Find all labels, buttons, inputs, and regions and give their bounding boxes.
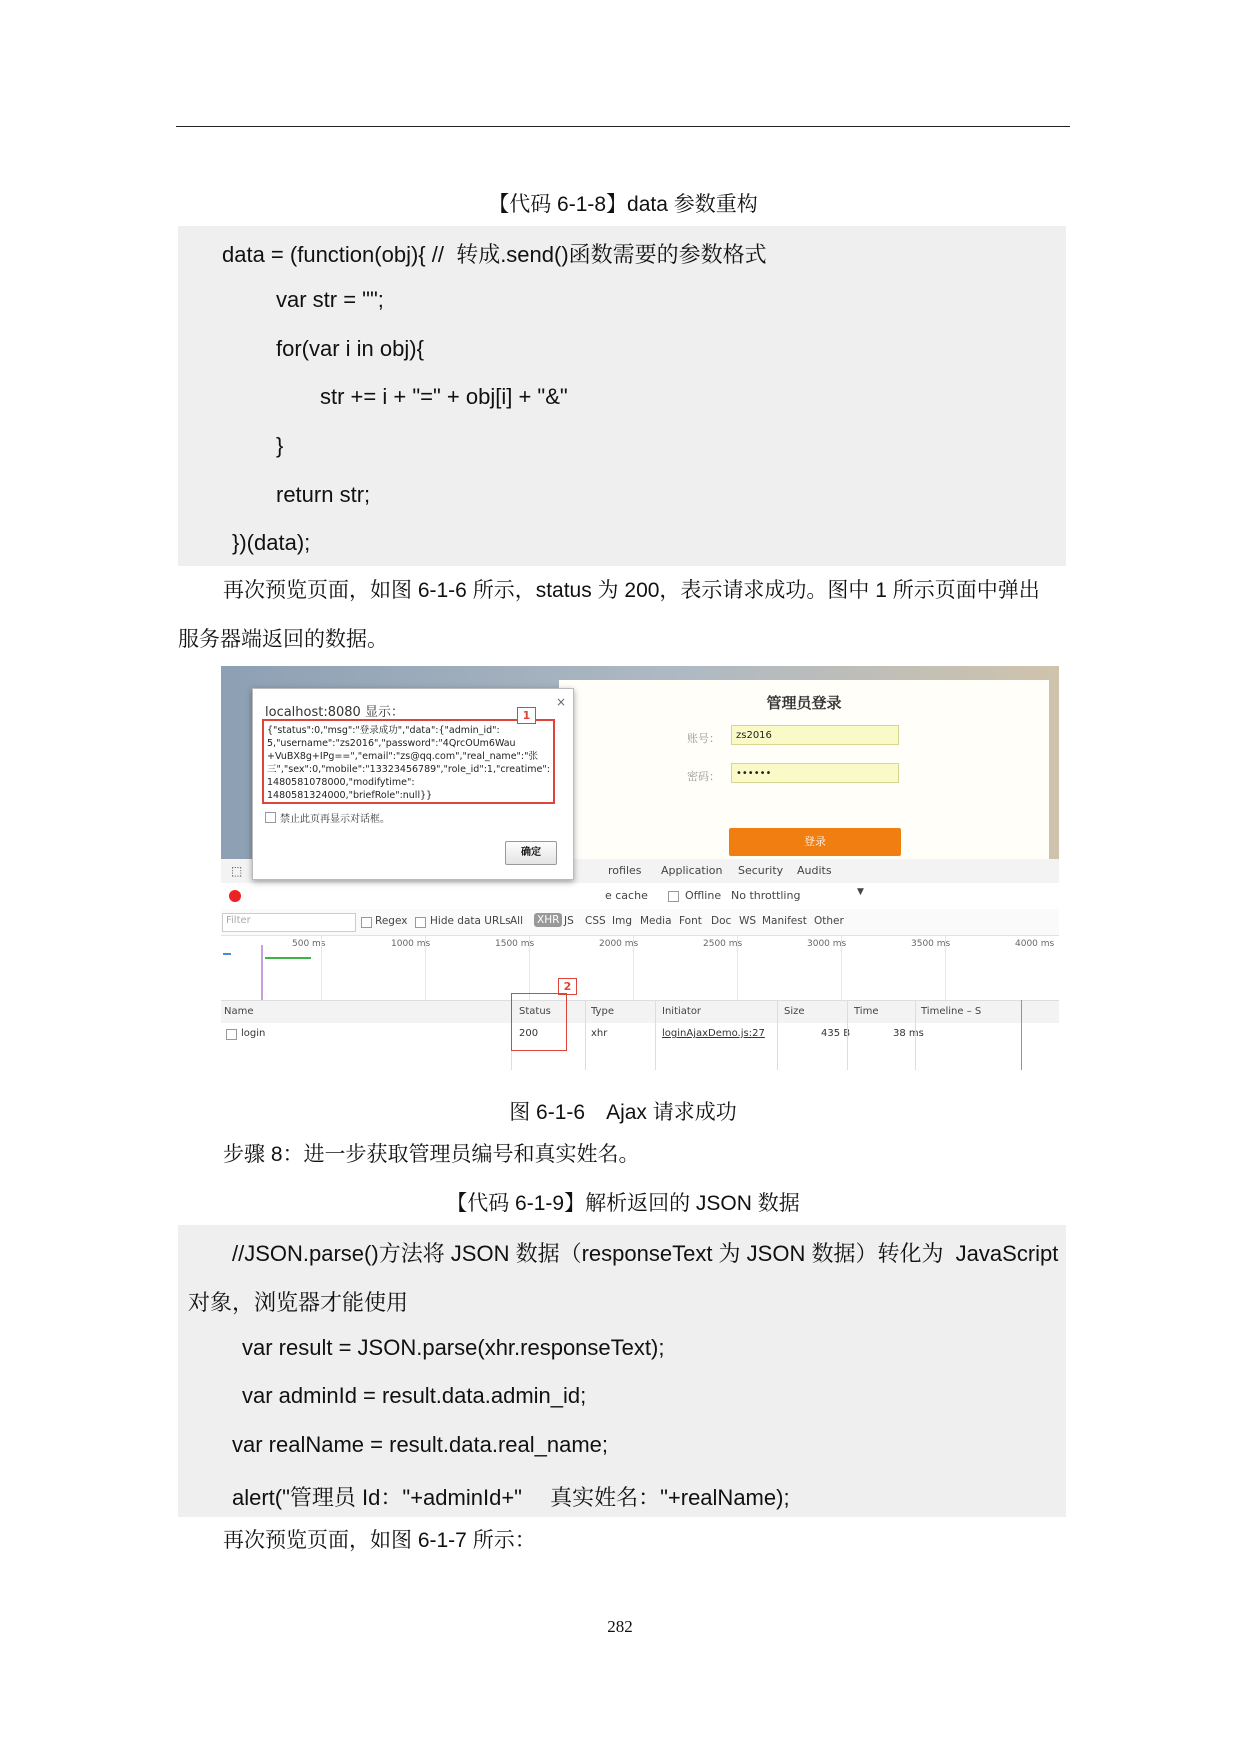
column-header[interactable]: Timeline – S: [921, 1006, 982, 1017]
code-block-6-1-8: [178, 226, 1066, 566]
column-divider: [585, 1000, 586, 1070]
column-divider: [915, 1000, 916, 1070]
filter-placeholder: Filter: [226, 915, 251, 926]
figure-caption: 图 6-1-6 Ajax 请求成功: [509, 1101, 737, 1124]
column-header[interactable]: Status: [519, 1006, 551, 1017]
account-label: 账号：: [687, 732, 720, 745]
devtools-panel: [221, 859, 1059, 1084]
tab-audits[interactable]: Audits: [797, 864, 832, 877]
login-card: [559, 680, 1049, 860]
column-divider: [655, 1000, 656, 1070]
filter-input[interactable]: [222, 913, 356, 932]
tick-label: 2500 ms: [703, 939, 743, 949]
tab-application[interactable]: Application: [661, 864, 723, 877]
status-highlight: [511, 993, 567, 1051]
type-css[interactable]: CSS: [585, 915, 606, 927]
code-line: 对象，浏览器才能使用: [188, 1290, 409, 1315]
code-line: for(var i in obj){: [276, 336, 424, 361]
grid-line: [425, 935, 426, 1000]
annotation-badge-1: 1: [517, 707, 536, 724]
suppress-checkbox[interactable]: [265, 812, 276, 823]
column-divider: [777, 1000, 778, 1070]
tick-label: 1000 ms: [391, 939, 431, 949]
message-line: 1480581078000,"modifytime":: [267, 777, 415, 788]
type-other[interactable]: Other: [814, 915, 844, 927]
tick-label: 1500 ms: [495, 939, 535, 949]
password-input[interactable]: ••••••: [731, 763, 899, 783]
offline-checkbox[interactable]: [668, 891, 679, 902]
step-8: [178, 1130, 1070, 1179]
message-line: 1480581324000,"briefRole":null}}: [267, 790, 433, 801]
login-title: 管理员登录: [766, 694, 842, 712]
grid-line: [737, 935, 738, 1000]
record-icon[interactable]: [229, 890, 241, 902]
suppress-label: 禁止此页再显示对话框。: [280, 814, 390, 825]
chevron-down-icon[interactable]: ▼: [857, 887, 864, 897]
tick-label: 500 ms: [292, 939, 326, 949]
type-manifest[interactable]: Manifest: [762, 915, 807, 927]
body-paragraph-2: [178, 1516, 1070, 1565]
request-bar: [223, 953, 231, 955]
account-input[interactable]: zs2016: [731, 725, 899, 745]
code-line: //JSON.parse()方法将 JSON 数据（responseText 为 JSON 数据）转化为 JavaScript: [232, 1241, 1059, 1266]
message-line: {"status":0,"msg":"登录成功","data":{"admin_id":: [267, 725, 500, 736]
table-header: [221, 1000, 1059, 1024]
type-ws[interactable]: WS: [739, 915, 757, 927]
row-time: 38 ms: [893, 1028, 924, 1039]
grid-line: [633, 935, 634, 1000]
close-icon[interactable]: ×: [556, 695, 567, 709]
alert-dialog: [252, 688, 574, 880]
inspect-icon[interactable]: ⬚: [231, 864, 243, 878]
column-header[interactable]: Time: [854, 1006, 879, 1017]
message-line: 5,"username":"zs2016","password":"4QrcOUm6Wau: [267, 738, 516, 749]
row-status: 200: [519, 1028, 539, 1039]
paragraph-line: 步骤 8：进一步获取管理员编号和真实姓名。: [223, 1143, 640, 1166]
type-js[interactable]: JS: [564, 915, 574, 927]
offline-label: Offline: [685, 889, 722, 902]
load-line: [1021, 1000, 1022, 1070]
disable-cache-label[interactable]: e cache: [605, 889, 648, 902]
paragraph-line: 再次预览页面，如图 6-1-6 所示，status 为 200，表示请求成功。图中 1 所示页面中弹出: [223, 579, 1040, 602]
password-label: 密码：: [687, 770, 720, 783]
row-name[interactable]: login: [241, 1028, 266, 1039]
type-img[interactable]: Img: [612, 915, 632, 927]
ok-button[interactable]: 确定: [505, 841, 557, 865]
code-block-6-1-9: [178, 1225, 1066, 1517]
paragraph-line: 服务器端返回的数据。: [178, 628, 388, 651]
column-header[interactable]: Type: [591, 1006, 614, 1017]
code-line: var result = JSON.parse(xhr.responseText);: [242, 1335, 665, 1360]
code-line: var realName = result.data.real_name;: [232, 1432, 609, 1457]
annotation-badge-2: 2: [558, 978, 577, 995]
dialog-title: localhost:8080 显示：: [265, 705, 404, 720]
row-initiator-link[interactable]: loginAjaxDemo.js:27: [662, 1028, 765, 1039]
code-caption-6-1-8: 【代码 6-1-8】data 参数重构: [488, 193, 758, 216]
column-header[interactable]: Size: [784, 1006, 805, 1017]
code-line: var str = "";: [276, 287, 384, 312]
column-divider: [847, 1000, 848, 1070]
row-size: 435 B: [821, 1028, 851, 1039]
code-line: return str;: [276, 482, 371, 507]
hide-data-urls-label: Hide data URLs: [430, 915, 511, 927]
throttling-select[interactable]: No throttling: [731, 889, 801, 902]
type-media[interactable]: Media: [640, 915, 672, 927]
tab-security[interactable]: Security: [738, 864, 784, 877]
code-line: str += i + "=" + obj[i] + "&": [320, 384, 568, 409]
figure-screenshot: [221, 666, 1059, 1084]
devtools-toolbar: [221, 883, 1059, 910]
login-button[interactable]: 登录: [729, 828, 901, 856]
code-caption-6-1-9: 【代码 6-1-9】解析返回的 JSON 数据: [446, 1192, 800, 1215]
header-rule: [176, 126, 1070, 127]
grid-line: [945, 935, 946, 1000]
tick-label: 2000 ms: [599, 939, 639, 949]
grid-line: [321, 935, 322, 1000]
code-line: data = (function(obj){ // 转成.send()函数需要的参数格式: [222, 242, 767, 267]
column-header[interactable]: Initiator: [662, 1006, 702, 1017]
type-all[interactable]: All: [510, 915, 524, 927]
regex-label: Regex: [375, 915, 408, 927]
body-paragraph: [178, 566, 1070, 664]
code-line: var adminId = result.data.admin_id;: [242, 1383, 587, 1408]
dom-loaded-marker: [261, 945, 263, 1000]
dialog-message: [262, 719, 555, 804]
regex-checkbox[interactable]: [361, 917, 372, 928]
filter-bar: [221, 909, 1059, 936]
type-xhr[interactable]: XHR: [534, 913, 562, 927]
page-number: 282: [607, 1617, 633, 1636]
tick-label: 4000 ms: [1015, 939, 1055, 949]
type-font[interactable]: Font: [679, 915, 702, 927]
grid-line: [529, 935, 530, 1000]
message-line: +VuBX8g+IPg==","email":"zs@qq.com","real_name":"张: [267, 751, 538, 762]
tick-label: 3000 ms: [807, 939, 847, 949]
code-line: })(data);: [232, 530, 311, 555]
row-type: xhr: [591, 1028, 608, 1039]
table-row[interactable]: [221, 1023, 1059, 1045]
code-line: }: [276, 433, 284, 458]
column-header[interactable]: Name: [224, 1006, 254, 1017]
grid-line: [841, 935, 842, 1000]
hide-data-urls-checkbox[interactable]: [415, 917, 426, 928]
file-icon: [226, 1029, 237, 1040]
tab-profiles[interactable]: rofiles: [608, 864, 642, 877]
message-line: 三","sex":0,"mobile":"13323456789","role_id":1,"creatime":: [267, 764, 550, 775]
type-doc[interactable]: Doc: [711, 915, 732, 927]
code-line: alert("管理员 Id："+adminId+" 真实姓名："+realName);: [232, 1485, 790, 1510]
paragraph-line: 再次预览页面，如图 6-1-7 所示：: [223, 1529, 536, 1552]
request-bar: [265, 957, 311, 959]
tick-label: 3500 ms: [911, 939, 951, 949]
